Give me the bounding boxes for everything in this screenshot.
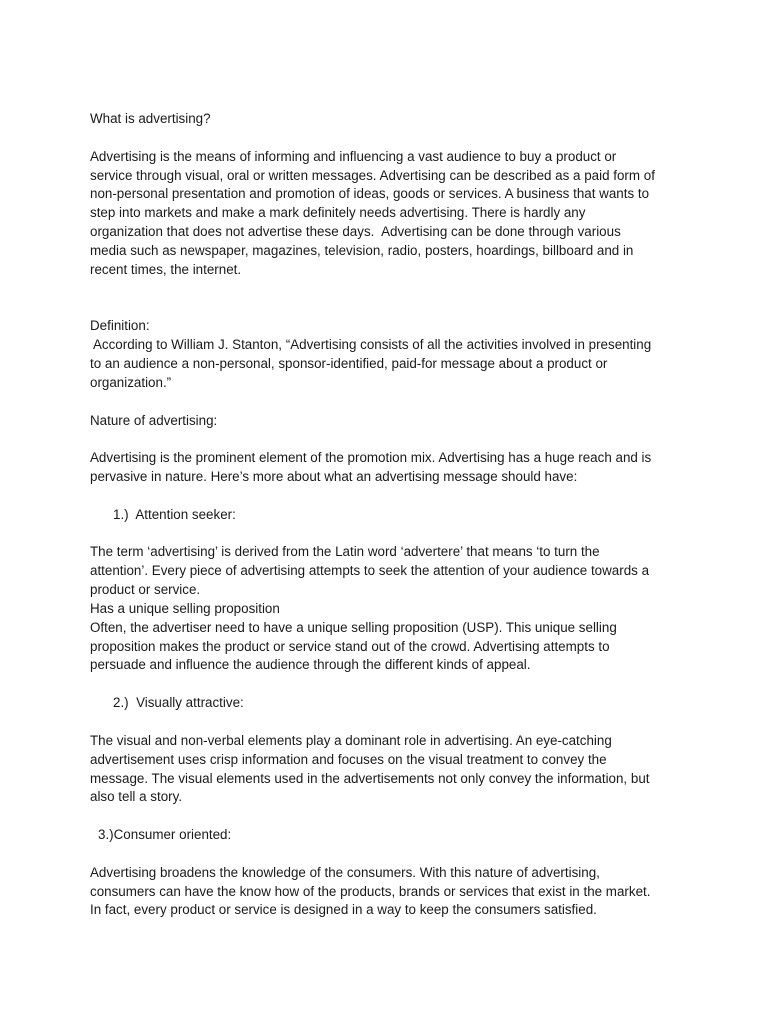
paragraph-line: product or service. <box>90 582 201 598</box>
page-heading: What is advertising? <box>90 111 211 126</box>
paragraph-line: consumers can have the know how of the products, brands or services that exist in the market. <box>90 883 651 899</box>
paragraph-line: media such as newspaper, magazines, television, radio, posters, hoardings, billboard and in <box>90 242 634 258</box>
document-page <box>90 110 680 920</box>
paragraph-line: non-personal presentation and promotion of ideas, goods or services. A business that wants to <box>90 186 650 202</box>
paragraph-line: attention’. Every piece of advertising attempts to seek the attention of your audience towards a <box>90 563 650 579</box>
paragraph-line: also tell a story. <box>90 789 183 805</box>
paragraph-line: message. The visual elements used in the advertisements not only convey the information, but <box>90 770 650 786</box>
paragraph-line: step into markets and make a mark definitely needs advertising. There is hardly any <box>90 205 586 221</box>
paragraph-line: recent times, the internet. <box>90 261 242 277</box>
paragraph-line: pervasive in nature. Here’s more about what an advertising message should have: <box>90 469 578 485</box>
paragraph-line: Advertising is the prominent element of the promotion mix. Advertising has a huge reach and is <box>90 450 652 466</box>
point1-paragraph <box>90 543 680 675</box>
nature-heading: Nature of advertising: <box>90 412 218 428</box>
paragraph-line: Advertising is the means of informing and influencing a vast audience to buy a product or <box>90 148 617 164</box>
nature-paragraph <box>90 449 680 487</box>
paragraph-line: organization.” <box>90 374 172 390</box>
point1-heading: 1.) Attention seeker: <box>113 506 236 522</box>
paragraph-line: Has a unique selling proposition <box>90 600 280 616</box>
intro-paragraph <box>90 148 680 280</box>
paragraph-line: In fact, every product or service is designed in a way to keep the consumers satisfied. <box>90 902 597 918</box>
paragraph-line: Often, the advertiser need to have a unique selling proposition (USP). This unique selling <box>90 619 617 635</box>
paragraph-line: The term ‘advertising’ is derived from the Latin word ‘advertere’ that means ‘to turn the <box>90 544 600 560</box>
paragraph-line: According to William J. Stanton, “Advertising consists of all the activities involved in presenting <box>90 337 652 353</box>
point3-paragraph <box>90 864 680 921</box>
definition-paragraph <box>90 336 680 393</box>
paragraph-line: persuade and influence the audience through the different kinds of appeal. <box>90 657 531 673</box>
paragraph-line: advertisement uses crisp information and focuses on the visual treatment to convey the <box>90 751 607 767</box>
point3-heading: 3.)Consumer oriented: <box>98 827 232 843</box>
paragraph-line: Advertising broadens the knowledge of the consumers. With this nature of advertising, <box>90 864 600 880</box>
paragraph-line: service through visual, oral or written messages. Advertising can be described as a paid form of <box>90 167 655 183</box>
paragraph-line: organization that does not advertise these days. Advertising can be done through various <box>90 224 621 240</box>
point2-heading: 2.) Visually attractive: <box>113 695 244 711</box>
definition-label: Definition: <box>90 318 150 334</box>
paragraph-line: to an audience a non-personal, sponsor-identified, paid-for message about a product or <box>90 355 608 371</box>
paragraph-line: proposition makes the product or service stand out of the crowd. Advertising attempts to <box>90 638 610 654</box>
paragraph-line: The visual and non-verbal elements play a dominant role in advertising. An eye-catching <box>90 732 612 748</box>
point2-paragraph <box>90 732 680 807</box>
